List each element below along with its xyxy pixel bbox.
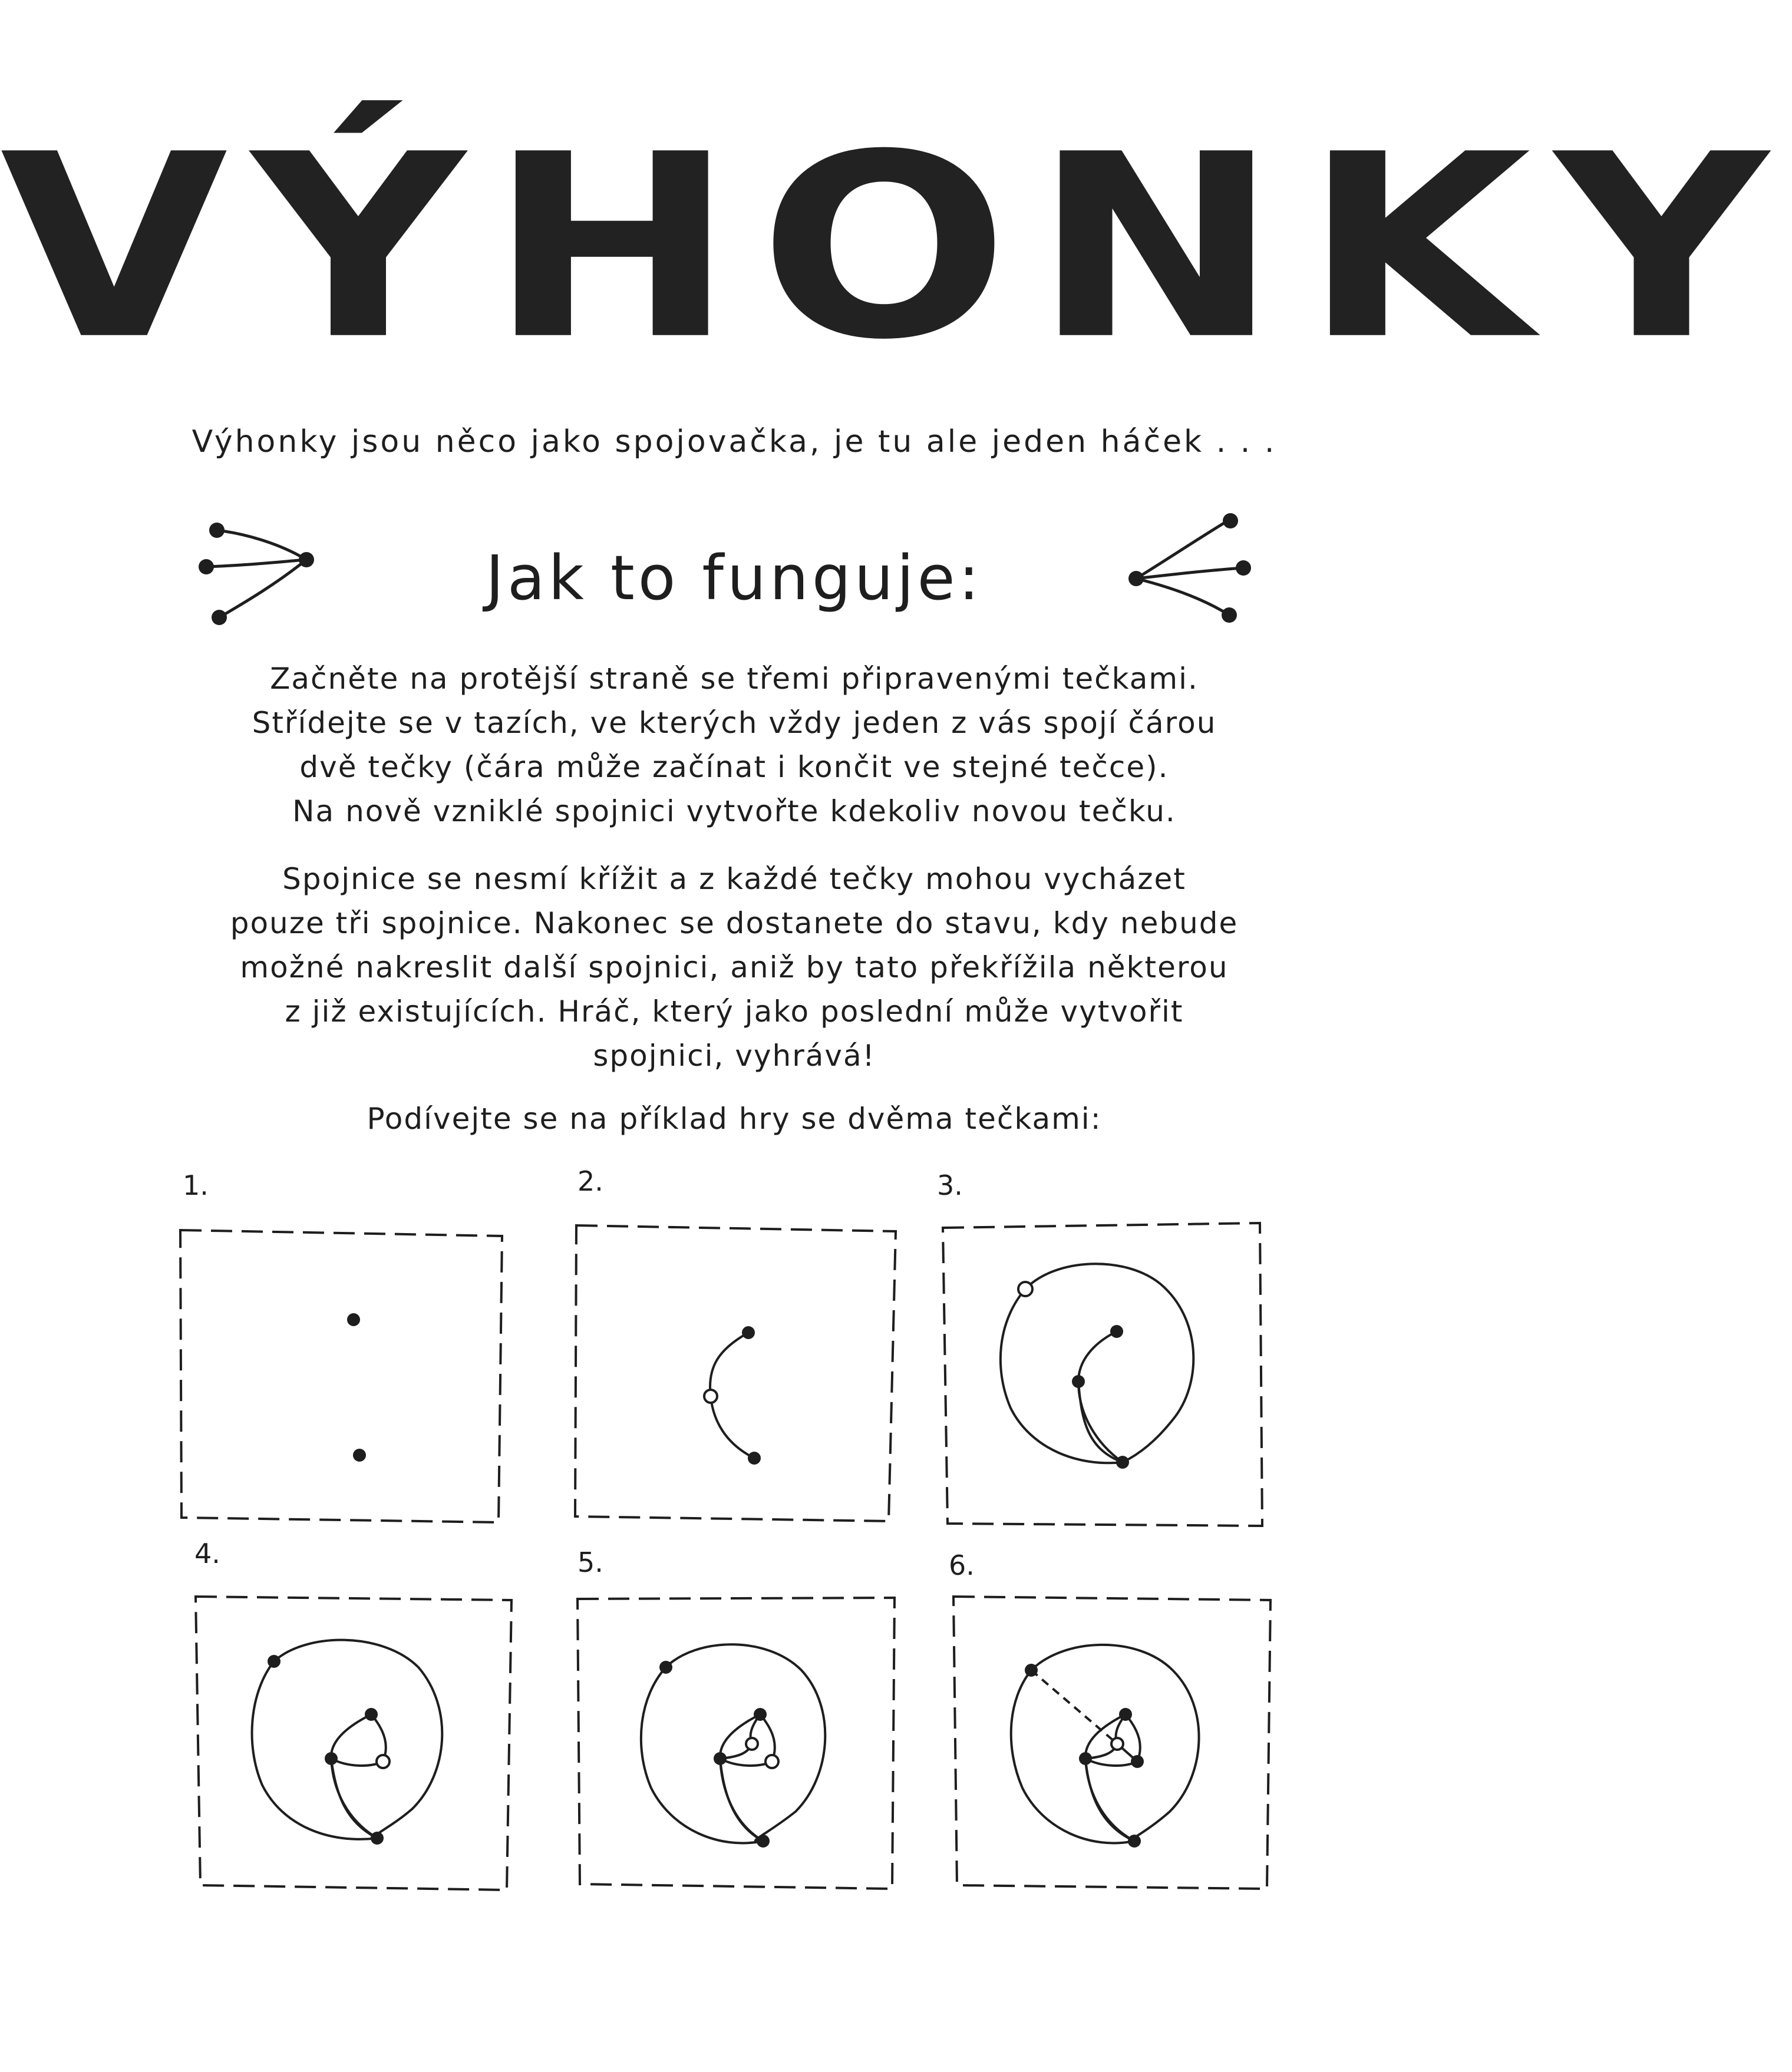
dot (714, 1752, 727, 1765)
example-panel-5 (572, 1591, 902, 1897)
rules-line: spojnici, vyhrává! (593, 1039, 876, 1073)
rules-line: Střídejte se v tazích, ve kterých vždy jeden z vás spojí čárou (252, 706, 1217, 740)
dot (1128, 1835, 1141, 1848)
panel-number-1: 1. (183, 1169, 209, 1201)
rules-line: Na nově vzniklé spojnici vytvořte kdekoliv novou tečku. (292, 794, 1176, 828)
page-title: VÝHONKY (0, 100, 1792, 395)
dot (1079, 1752, 1092, 1765)
dot (347, 1313, 360, 1326)
panel-number-2: 2. (577, 1165, 603, 1197)
new-dot (1111, 1738, 1123, 1750)
rules-line: Spojnice se nesmí křížit a z každé tečky mohou vycházet (282, 862, 1186, 896)
dot (353, 1449, 366, 1462)
rules-paragraph-2 (145, 857, 1324, 1078)
dot (754, 1708, 767, 1721)
new-dot (746, 1738, 758, 1750)
example-panel-1 (177, 1225, 507, 1532)
dot (1110, 1325, 1123, 1338)
dot (757, 1835, 770, 1848)
sprout-right-icon (1120, 518, 1261, 654)
dot (765, 1755, 778, 1768)
panel-number-5: 5. (577, 1546, 603, 1578)
example-panel-4 (189, 1591, 519, 1897)
dot (1072, 1375, 1085, 1388)
rules-line: pouze tři spojnice. Nakonec se dostanete do stavu, kdy nebude (230, 906, 1239, 940)
rules-paragraph-1 (145, 657, 1324, 834)
heading-row (0, 518, 1468, 654)
new-dot (377, 1755, 390, 1768)
dot (365, 1708, 378, 1721)
rules-line: Začněte na protější straně se třemi připravenými tečkami. (270, 662, 1199, 696)
panel-number-3: 3. (937, 1169, 963, 1201)
dot (1119, 1708, 1132, 1721)
new-dot (704, 1390, 717, 1403)
example-panel-3 (937, 1220, 1267, 1538)
dot (1025, 1664, 1038, 1677)
dot (748, 1452, 761, 1465)
dot (1116, 1456, 1129, 1469)
rules-line: dvě tečky (čára může začínat i končit ve stejné tečce). (299, 750, 1169, 784)
example-panel-6 (949, 1591, 1279, 1897)
dot (1131, 1755, 1144, 1768)
panel-number-4: 4. (194, 1538, 220, 1569)
dot (659, 1661, 672, 1674)
example-intro: Podívejte se na příklad hry se dvěma tečkami: (367, 1102, 1102, 1136)
rules-line: z již existujících. Hráč, který jako poslední může vytvořit (285, 994, 1184, 1029)
rules-line: možné nakreslit další spojnici, aniž by tato překřížila některou (240, 950, 1229, 984)
panel-number-6: 6. (949, 1549, 975, 1581)
dot (268, 1655, 280, 1668)
dot (325, 1752, 338, 1765)
example-panel-2 (572, 1220, 902, 1532)
dot (371, 1832, 384, 1845)
section-heading: Jak to funguje: (486, 542, 983, 614)
new-dot (1018, 1282, 1032, 1296)
dot (742, 1326, 755, 1339)
subtitle: Výhonky jsou něco jako spojovačka, je tu ale jeden háček . . . (192, 424, 1277, 460)
